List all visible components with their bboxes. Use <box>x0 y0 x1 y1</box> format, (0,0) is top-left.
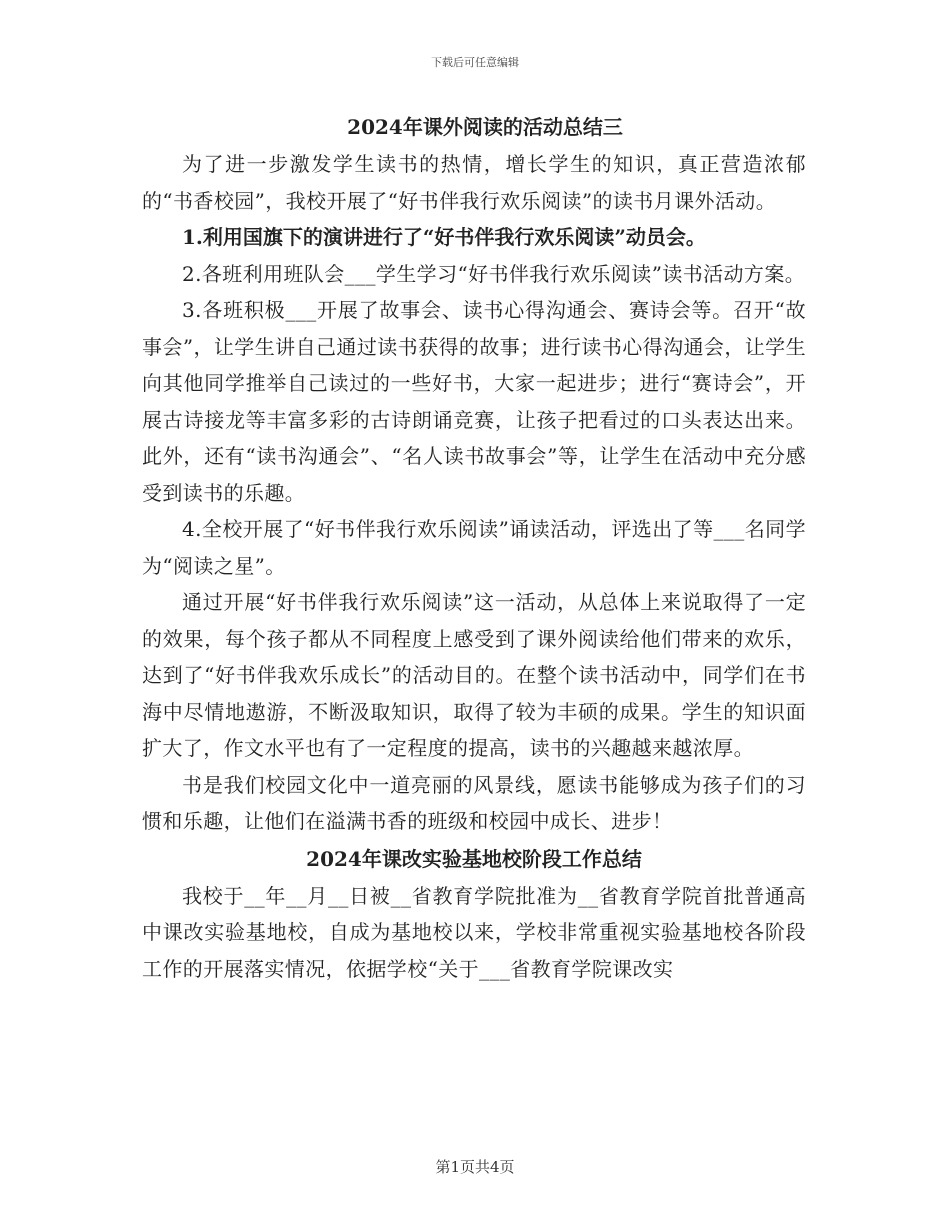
paragraph-item-3: 3.各班积极___开展了故事会、读书心得沟通会、赛诗会等。召开“故事会”，让学生讲自己通过读书获得的故事；进行读书心得沟通会，让学生向其他同学推举自己读过的一些好书，大家一起进步；进行“赛诗会”，开展古诗接龙等丰富多彩的古诗朗诵竞赛，让孩子把看过的口头表达出来。此外，还有“读书沟通会”、“名人读书故事会”等，让学生在活动中充分感受到读书的乐趣。 <box>142 298 806 505</box>
article-title: 2024年课外阅读的活动总结三 <box>347 115 623 139</box>
paragraph-closing: 书是我们校园文化中一道亮丽的风景线，愿读书能够成为孩子们的习惯和乐趣，让他们在溢满书香的班级和校园中成长、进步！ <box>142 772 806 833</box>
paragraph-summary: 通过开展“好书伴我行欢乐阅读”这一活动，从总体上来说取得了一定的效果，每个孩子都从不同程度上感受到了课外阅读给他们带来的欢乐，达到了“好书伴我欢乐成长”的活动目的。在整个读书活动中，同学们在书海中尽情地遨游，不断汲取知识，取得了较为丰硕的成果。学生的知识面扩大了，作文水平也有了一定程度的提高，读书的兴趣越来越浓厚。 <box>142 590 806 760</box>
header-note: 下载后可任意编辑 <box>431 56 519 69</box>
paragraph-item-1: 1.利用国旗下的演讲进行了“好书伴我行欢乐阅读”动员会。 <box>182 225 706 249</box>
page-number: 第1页共4页 <box>435 1158 515 1176</box>
paragraph-item-2: 2.各班利用班队会___学生学习“好书伴我行欢乐阅读”读书活动方案。 <box>182 261 806 286</box>
paragraph-intro: 为了进一步激发学生读书的热情，增长学生的知识，真正营造浓郁的“书香校园”，我校开展了“好书伴我行欢乐阅读”的读书月课外活动。 <box>142 152 806 213</box>
section-title: 2024年课改实验基地校阶段工作总结 <box>306 846 642 871</box>
paragraph-section-intro: 我校于__年__月__日被__省教育学院批准为__省教育学院首批普通高中课改实验基地校，自成为基地校以来，学校非常重视实验基地校各阶段工作的开展落实情况，依据学校“关于___省教育学院课改实 <box>142 883 806 981</box>
paragraph-item-4: 4.全校开展了“好书伴我行欢乐阅读”诵读活动，评选出了等___名同学为“阅读之星”。 <box>142 517 806 578</box>
document-body <box>142 108 806 987</box>
